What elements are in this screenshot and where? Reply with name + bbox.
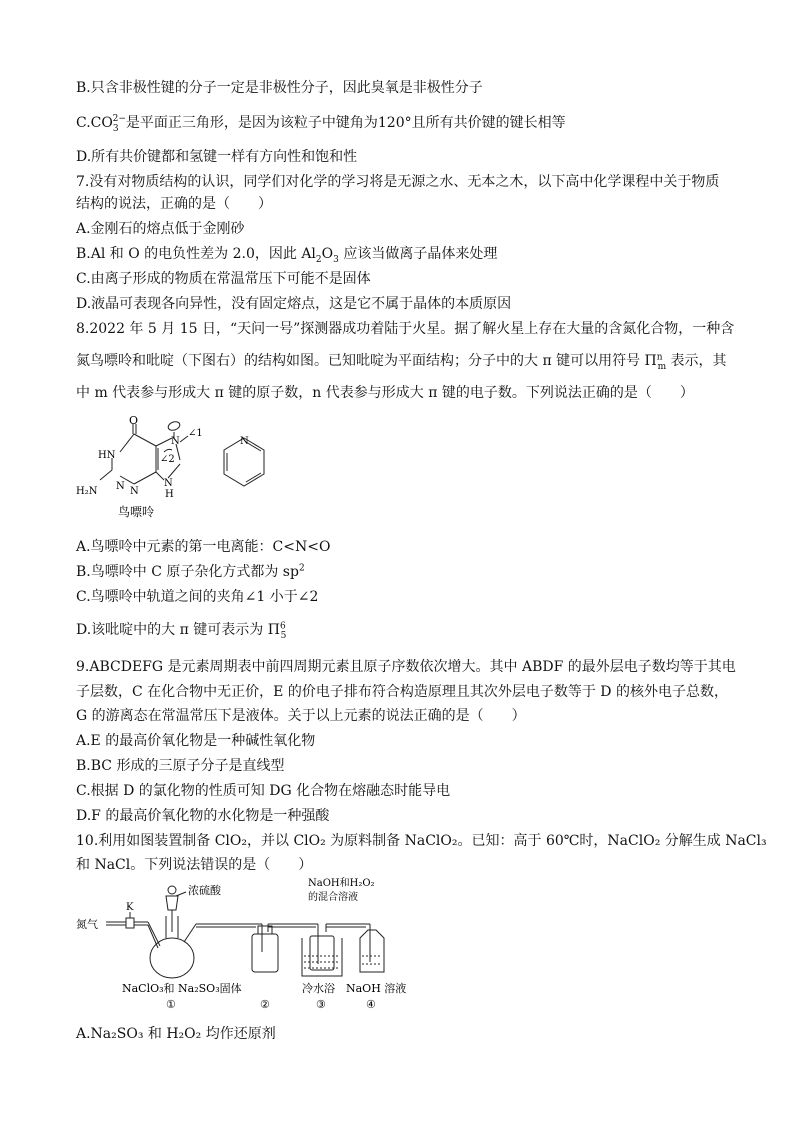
q9-stem-line1: 9.ABCDEFG 是元素周期表中前四周期元素且原子序数依次增大。其中 ABDF 的最外层电子数均等于其电 bbox=[76, 659, 736, 675]
label-mixed-solution-1: NaOH和H₂O₂ bbox=[308, 878, 375, 889]
q7-stem-line1: 7.没有对物质结构的认识，同学们对化学的学习将是无源之水、无本之木，以下高中化学课程中关于物质 bbox=[76, 174, 720, 190]
q10-option-a: A.Na₂SO₃ 和 H₂O₂ 均作还原剂 bbox=[76, 1026, 276, 1042]
label-oxygen: O bbox=[129, 414, 139, 427]
label-cold-water-bath: 冷水浴 bbox=[302, 982, 335, 995]
q10-stem-line2: 和 NaCl。下列说法错误的是（ ） bbox=[76, 857, 313, 873]
q6-option-b: B.只含非极性键的分子一定是非极性分子，因此臭氧是非极性分子 bbox=[76, 80, 483, 96]
apparatus-figure bbox=[76, 876, 416, 1016]
label-apparatus-3: ③ bbox=[316, 998, 326, 1011]
label-valve-k: K bbox=[126, 902, 134, 913]
label-n3: N bbox=[171, 436, 180, 447]
label-solid-reagents: NaClO₃和 Na₂SO₃固体 bbox=[122, 982, 242, 995]
q8-option-c: C.鸟嘌呤中轨道之间的夹角∠1 小于∠2 bbox=[76, 589, 319, 605]
label-n1: N bbox=[116, 481, 125, 492]
q9-option-c: C.根据 D 的氯化物的性质可知 DG 化合物在熔融态时能导电 bbox=[76, 783, 451, 799]
label-h2n: H₂N bbox=[76, 486, 98, 497]
label-h: H bbox=[165, 489, 174, 500]
label-nitrogen: 氮气 bbox=[76, 918, 98, 931]
apparatus-drawing bbox=[76, 876, 416, 1016]
q9-option-d: D.F 的最高价氧化物的水化物是一种强酸 bbox=[76, 808, 330, 824]
q9-option-b: B.BC 形成的三原子分子是直线型 bbox=[76, 758, 285, 774]
q7-stem-line2: 结构的说法，正确的是（ ） bbox=[76, 196, 272, 212]
q7-option-c: C.由离子形成的物质在常温常压下可能不是固体 bbox=[76, 271, 371, 287]
label-angle1: ∠1 bbox=[188, 428, 203, 439]
label-hn: HN bbox=[98, 450, 116, 461]
label-pyridine-n: N bbox=[240, 436, 249, 447]
q8-stem-line3: 中 m 代表参与形成大 π 键的原子数，n 代表参与形成大 π 键的电子数。下列说法正确的是（ ） bbox=[76, 385, 694, 401]
label-n2: N bbox=[130, 486, 139, 497]
label-conc-sulfuric-acid: 浓硫酸 bbox=[188, 884, 221, 897]
q7-option-b: B.Al 和 O 的电负性差为 2.0，因此 $Al_2O_3$ 应该当做离子晶体来处理 bbox=[76, 246, 498, 265]
q7-option-a: A.金刚石的熔点低于金刚砂 bbox=[76, 221, 245, 237]
q8-stem-line2: 氮鸟嘌呤和吡啶（下图右）的结构如图。已知吡啶为平面结构；分子中的大 π 键可以用符号 $\Pi^n_m$ 表示，其 bbox=[76, 352, 727, 372]
q8-option-d: D.该吡啶中的大 π 键可表示为 $\Pi^6_5$ bbox=[76, 621, 287, 641]
q8-option-b: B.鸟嘌呤中 C 原子杂化方式都为 $sp^2$ bbox=[76, 563, 305, 580]
structure-drawing bbox=[76, 412, 306, 522]
guanine-caption: 鸟嘌呤 bbox=[118, 505, 155, 519]
guanine-pyridine-figure bbox=[76, 412, 306, 522]
q9-stem-line2: 子层数，C 在化合物中无正价，E 的价电子排布符合构造原理且其次外层电子数等于 D 的核外电子总数， bbox=[76, 684, 728, 700]
q9-stem-line3: G 的游离态在常温常压下是液体。关于以上元素的说法正确的是（ ） bbox=[76, 708, 526, 724]
q6-option-d: D.所有共价键都和氢键一样有方向性和饱和性 bbox=[76, 149, 358, 165]
q8-option-a: A.鸟嘌呤中元素的第一电离能：C<N<O bbox=[76, 539, 331, 555]
q8-stem-line1: 8.2022 年 5 月 15 日，“天问一号”探测器成功着陆于火星。据了解火星上存在大量的含氮化合物，一种含 bbox=[76, 321, 735, 337]
label-n4: N bbox=[164, 478, 173, 489]
q9-option-a: A.E 的最高价氧化物是一种碱性氧化物 bbox=[76, 733, 316, 749]
label-apparatus-2: ② bbox=[260, 998, 270, 1011]
label-apparatus-4: ④ bbox=[366, 998, 376, 1011]
label-angle2: ∠2 bbox=[160, 454, 175, 465]
label-mixed-solution-2: 的混合溶液 bbox=[308, 892, 358, 903]
label-naoh-solution: NaOH 溶液 bbox=[346, 982, 407, 995]
q10-stem-line1: 10.利用如图装置制备 ClO₂，并以 ClO₂ 为原料制备 NaClO₂。已知：高于 60℃时，NaClO₂ 分解生成 NaCl₃ bbox=[76, 833, 767, 849]
label-apparatus-1: ① bbox=[166, 998, 176, 1011]
q7-option-d: D.液晶可表现各向异性，没有固定熔点，这是它不属于晶体的本质原因 bbox=[76, 296, 512, 312]
q6-option-c: $C.CO_3^{2-}$是平面正三角形，是因为该粒子中键角为120°且所有共价键的键长相等 bbox=[76, 114, 566, 134]
